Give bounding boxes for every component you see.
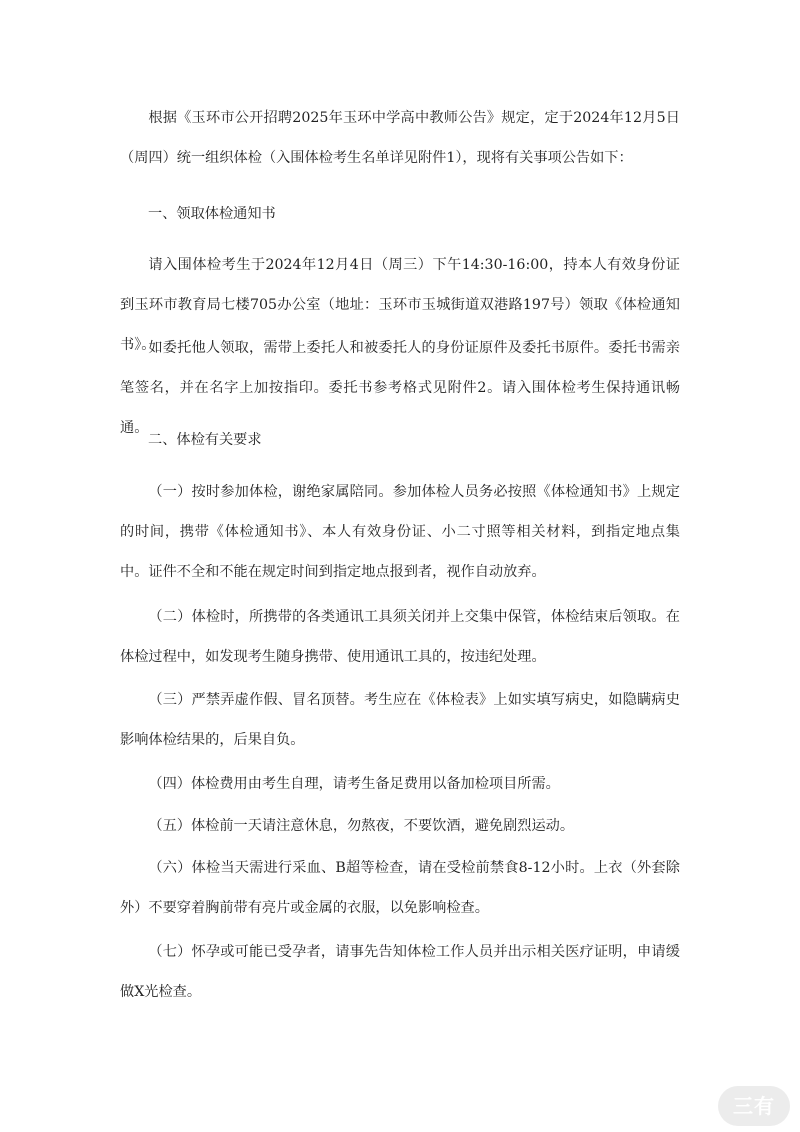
- section2-item-2: （二）体检时，所携带的各类通讯工具须关闭并上交集中保管，体检结束后领取。在体检过程中，如发现考生随身携带、使用通讯工具的，按违纪处理。: [120, 609, 680, 665]
- section1-paragraph-2: 如委托他人领取，需带上委托人和被委托人的身份证原件及委托书原件。委托书需亲笔签名，并在名字上加按指印。委托书参考格式见附件2。请入围体检考生保持通讯畅通。: [120, 340, 680, 436]
- intro-paragraph: 根据《玉环市公开招聘2025年玉环中学高中教师公告》规定，定于2024年12月5日（周四）统一组织体检（入围体检考生名单详见附件1），现将有关事项公告如下：: [120, 110, 680, 166]
- watermark-logo: 三有: [718, 1086, 790, 1126]
- section-heading-1: 一、领取体检通知书: [148, 206, 276, 222]
- section2-item-6: （六）体检当天需进行采血、B超等检查，请在受检前禁食8-12小时。上衣（外套除外）不要穿着胸前带有亮片或金属的衣服，以免影响检查。: [120, 860, 680, 916]
- section2-item-4: （四）体检费用由考生自理，请考生备足费用以备加检项目所需。: [148, 776, 560, 792]
- section-heading-2: 二、体检有关要求: [148, 432, 262, 448]
- section2-item-3: （三）严禁弄虚作假、冒名顶替。考生应在《体检表》上如实填写病史，如隐瞒病史影响体检结果的，后果自负。: [120, 692, 680, 748]
- section1-paragraph-1: 请入围体检考生于2024年12月4日（周三）下午14:30-16:00，持本人有效身份证到玉环市教育局七楼705办公室（地址：玉环市玉城街道双港路197号）领取《体检通知书》。: [120, 257, 680, 353]
- section2-item-1: （一）按时参加体检，谢绝家属陪同。参加体检人员务必按照《体检通知书》上规定的时间，携带《体检通知书》、本人有效身份证、小二寸照等相关材料，到指定地点集中。证件不全和不能在规定时间到指定地点报到者，视作自动放弃。: [120, 484, 680, 580]
- section2-item-5: （五）体检前一天请注意休息，勿熬夜，不要饮酒，避免剧烈运动。: [148, 818, 575, 834]
- section2-item-7: （七）怀孕或可能已受孕者，请事先告知体检工作人员并出示相关医疗证明，申请缓做X光检查。: [120, 944, 680, 1000]
